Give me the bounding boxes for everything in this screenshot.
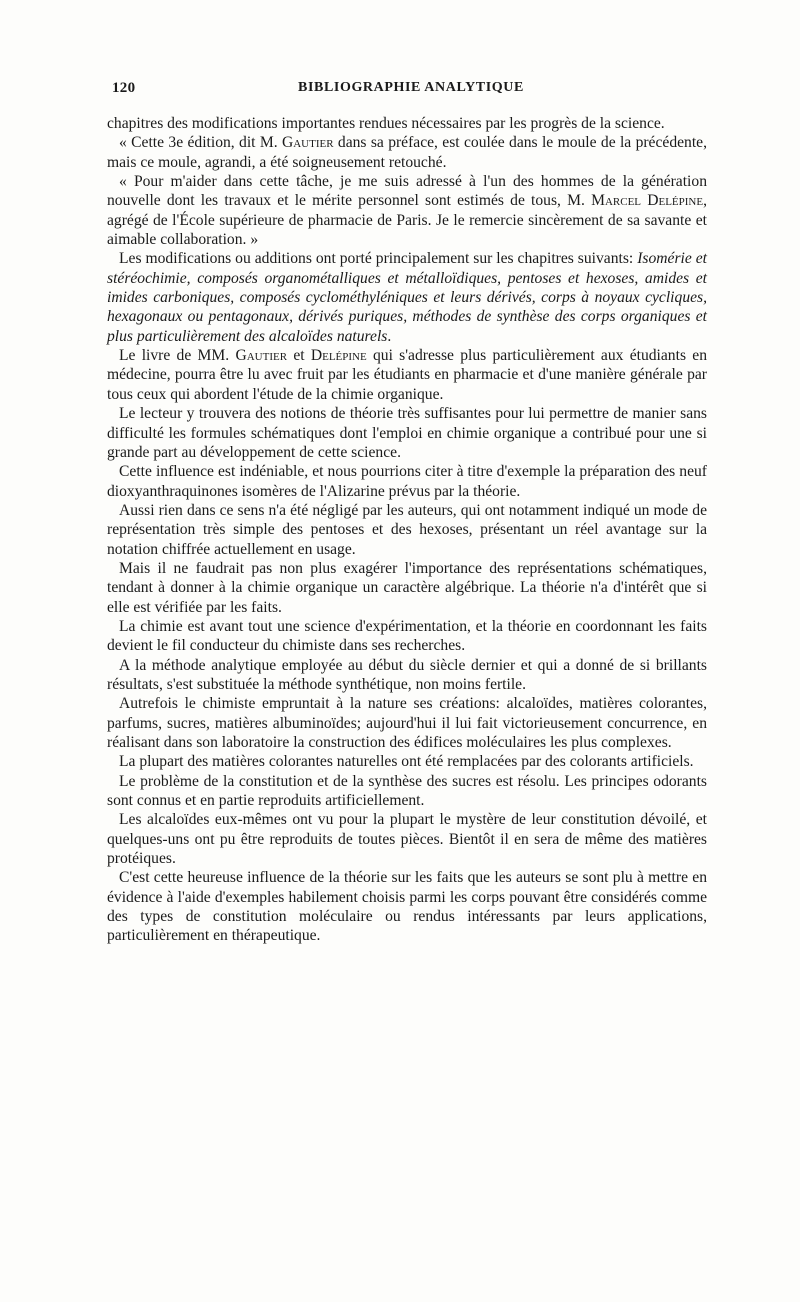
text-run: dans sa préface, est coulée dans le moule de la précédente, mais ce moule, agrandi, a été soigneusement retouché. (107, 134, 707, 171)
text-run: et (287, 347, 311, 365)
page-number: 120 (112, 80, 136, 96)
paragraph (107, 346, 707, 404)
paragraph (107, 810, 707, 868)
text-run: La chimie est avant tout une science d'expérimentation, et la théorie en coordonnant les faits devient le fil conducteur du chimiste dans ses recherches. (107, 617, 707, 655)
text-run: qui s'adresse plus particulièrement aux étudiants en médecine, pourra être lu avec fruit par les étudiants en pharmacie et d'une manière générale par tous ceux qui abordent l'étude de la chimie organique. (107, 347, 707, 403)
text-run: Cette influence est indéniable, et nous pourrions citer à titre d'exemple la préparation des neuf dioxyanthraquinones isomères de l'Alizarine prévus par la théorie. (107, 463, 707, 500)
text-run: Les alcaloïdes eux-mêmes ont vu pour la plupart le mystère de leur constitution dévoilé, et quelques-uns ont pu être reproduits de toutes pièces. Bientôt il en sera de même des matières protéiques. (107, 811, 707, 868)
paragraph (107, 559, 707, 617)
paragraph (107, 172, 707, 249)
paragraph (107, 501, 707, 559)
text-run: « Cette 3e édition, dit M. (119, 134, 282, 152)
paragraph (107, 462, 707, 501)
text-run: Le livre de MM. (119, 347, 236, 365)
italic-text: Isomérie et stéréochimie, composés organométalliques et métalloïdiques, pentoses et hexoses, amides et imides carboniques, composés cyclométhyléniques et leurs dérivés, corps à noyaux cycliques, hexagonaux ou pentagonaux, dérivés puriques, méthodes de synthèse des corps organiques et plus particulièrement des alcaloïdes naturels (107, 250, 707, 345)
text-run: Autrefois le chimiste empruntait à la nature ses créations: alcaloïdes, matières colorantes, parfums, sucres, matières albuminoïdes; aujourd'hui il lui fait victorieusement concurrence, en réalisant dans son laboratoire la construction des édifices moléculaires les plus complexes. (107, 695, 707, 751)
paragraph (107, 772, 707, 811)
paragraph (107, 249, 707, 346)
text-run: chapitres des modifications importantes rendues nécessaires par les progrès de la science. (107, 115, 665, 132)
paragraph (107, 868, 707, 945)
text-run: Mais il ne faudrait pas non plus exagérer l'importance des représentations schématiques, tendant à donner à la chimie organique un caractère algébrique. La théorie n'a d'intérêt que si elle est vérifiée par les faits. (107, 559, 707, 616)
paragraph (107, 617, 707, 656)
author-name: Marcel Delépine (591, 192, 704, 210)
text-run: . (387, 327, 392, 345)
text-run: Le lecteur y trouvera des notions de théorie très suffisantes pour lui permettre de manier sans difficulté les formules schématiques dont l'emploi en chimie organique a contribué pour une si grande part au développement de cette science. (107, 405, 707, 461)
text-run: La plupart des matières colorantes naturelles ont été remplacées par des colorants artificiels. (119, 753, 694, 771)
text-run: Aussi rien dans ce sens n'a été négligé par les auteurs, qui ont notamment indiqué un mode de représentation très simple des pentoses et des hexoses, présentant un réel avantage sur la notation chiffrée actuellement en usage. (107, 501, 707, 558)
text-run: Le problème de la constitution et de la synthèse des sucres est résolu. Les principes odorants sont connus et en partie reproduits artificiellement. (107, 772, 707, 810)
paragraph (107, 114, 707, 133)
paragraph (107, 656, 707, 695)
text-run: Les modifications ou additions ont porté principalement sur les chapitres suivants: (119, 250, 638, 268)
paragraph (107, 133, 707, 172)
text-run: A la méthode analytique employée au début du siècle dernier et qui a donné de si brillants résultats, s'est substituée la méthode synthétique, non moins fertile. (107, 656, 707, 693)
body-text (107, 114, 707, 946)
author-name: Gautier (235, 347, 288, 365)
text-run: , agrégé de l'École supérieure de pharmacie de Paris. Je le remercie sincèrement de sa savante et aimable collaboration. » (107, 192, 707, 249)
text-run: « Pour m'aider dans cette tâche, je me suis adressé à l'un des hommes de la génération nouvelle dont les travaux et le mérite personnel sont estimés de tous, M. (107, 173, 707, 210)
paragraph (107, 752, 707, 771)
running-header (112, 80, 710, 102)
text-run: C'est cette heureuse influence de la théorie sur les faits que les auteurs se sont plu à mettre en évidence à l'aide d'exemples habilement choisis parmi les corps pouvant être considérés comme des types de constitution moléculaire ou rendus intéressants par leurs applications, particulièrement en thérapeutique. (107, 869, 707, 945)
paragraph (107, 694, 707, 752)
author-name: Delépine (310, 347, 367, 365)
running-title: BIBLIOGRAPHIE ANALYTIQUE (298, 80, 524, 95)
author-name: Gautier (281, 134, 334, 152)
paragraph (107, 404, 707, 462)
